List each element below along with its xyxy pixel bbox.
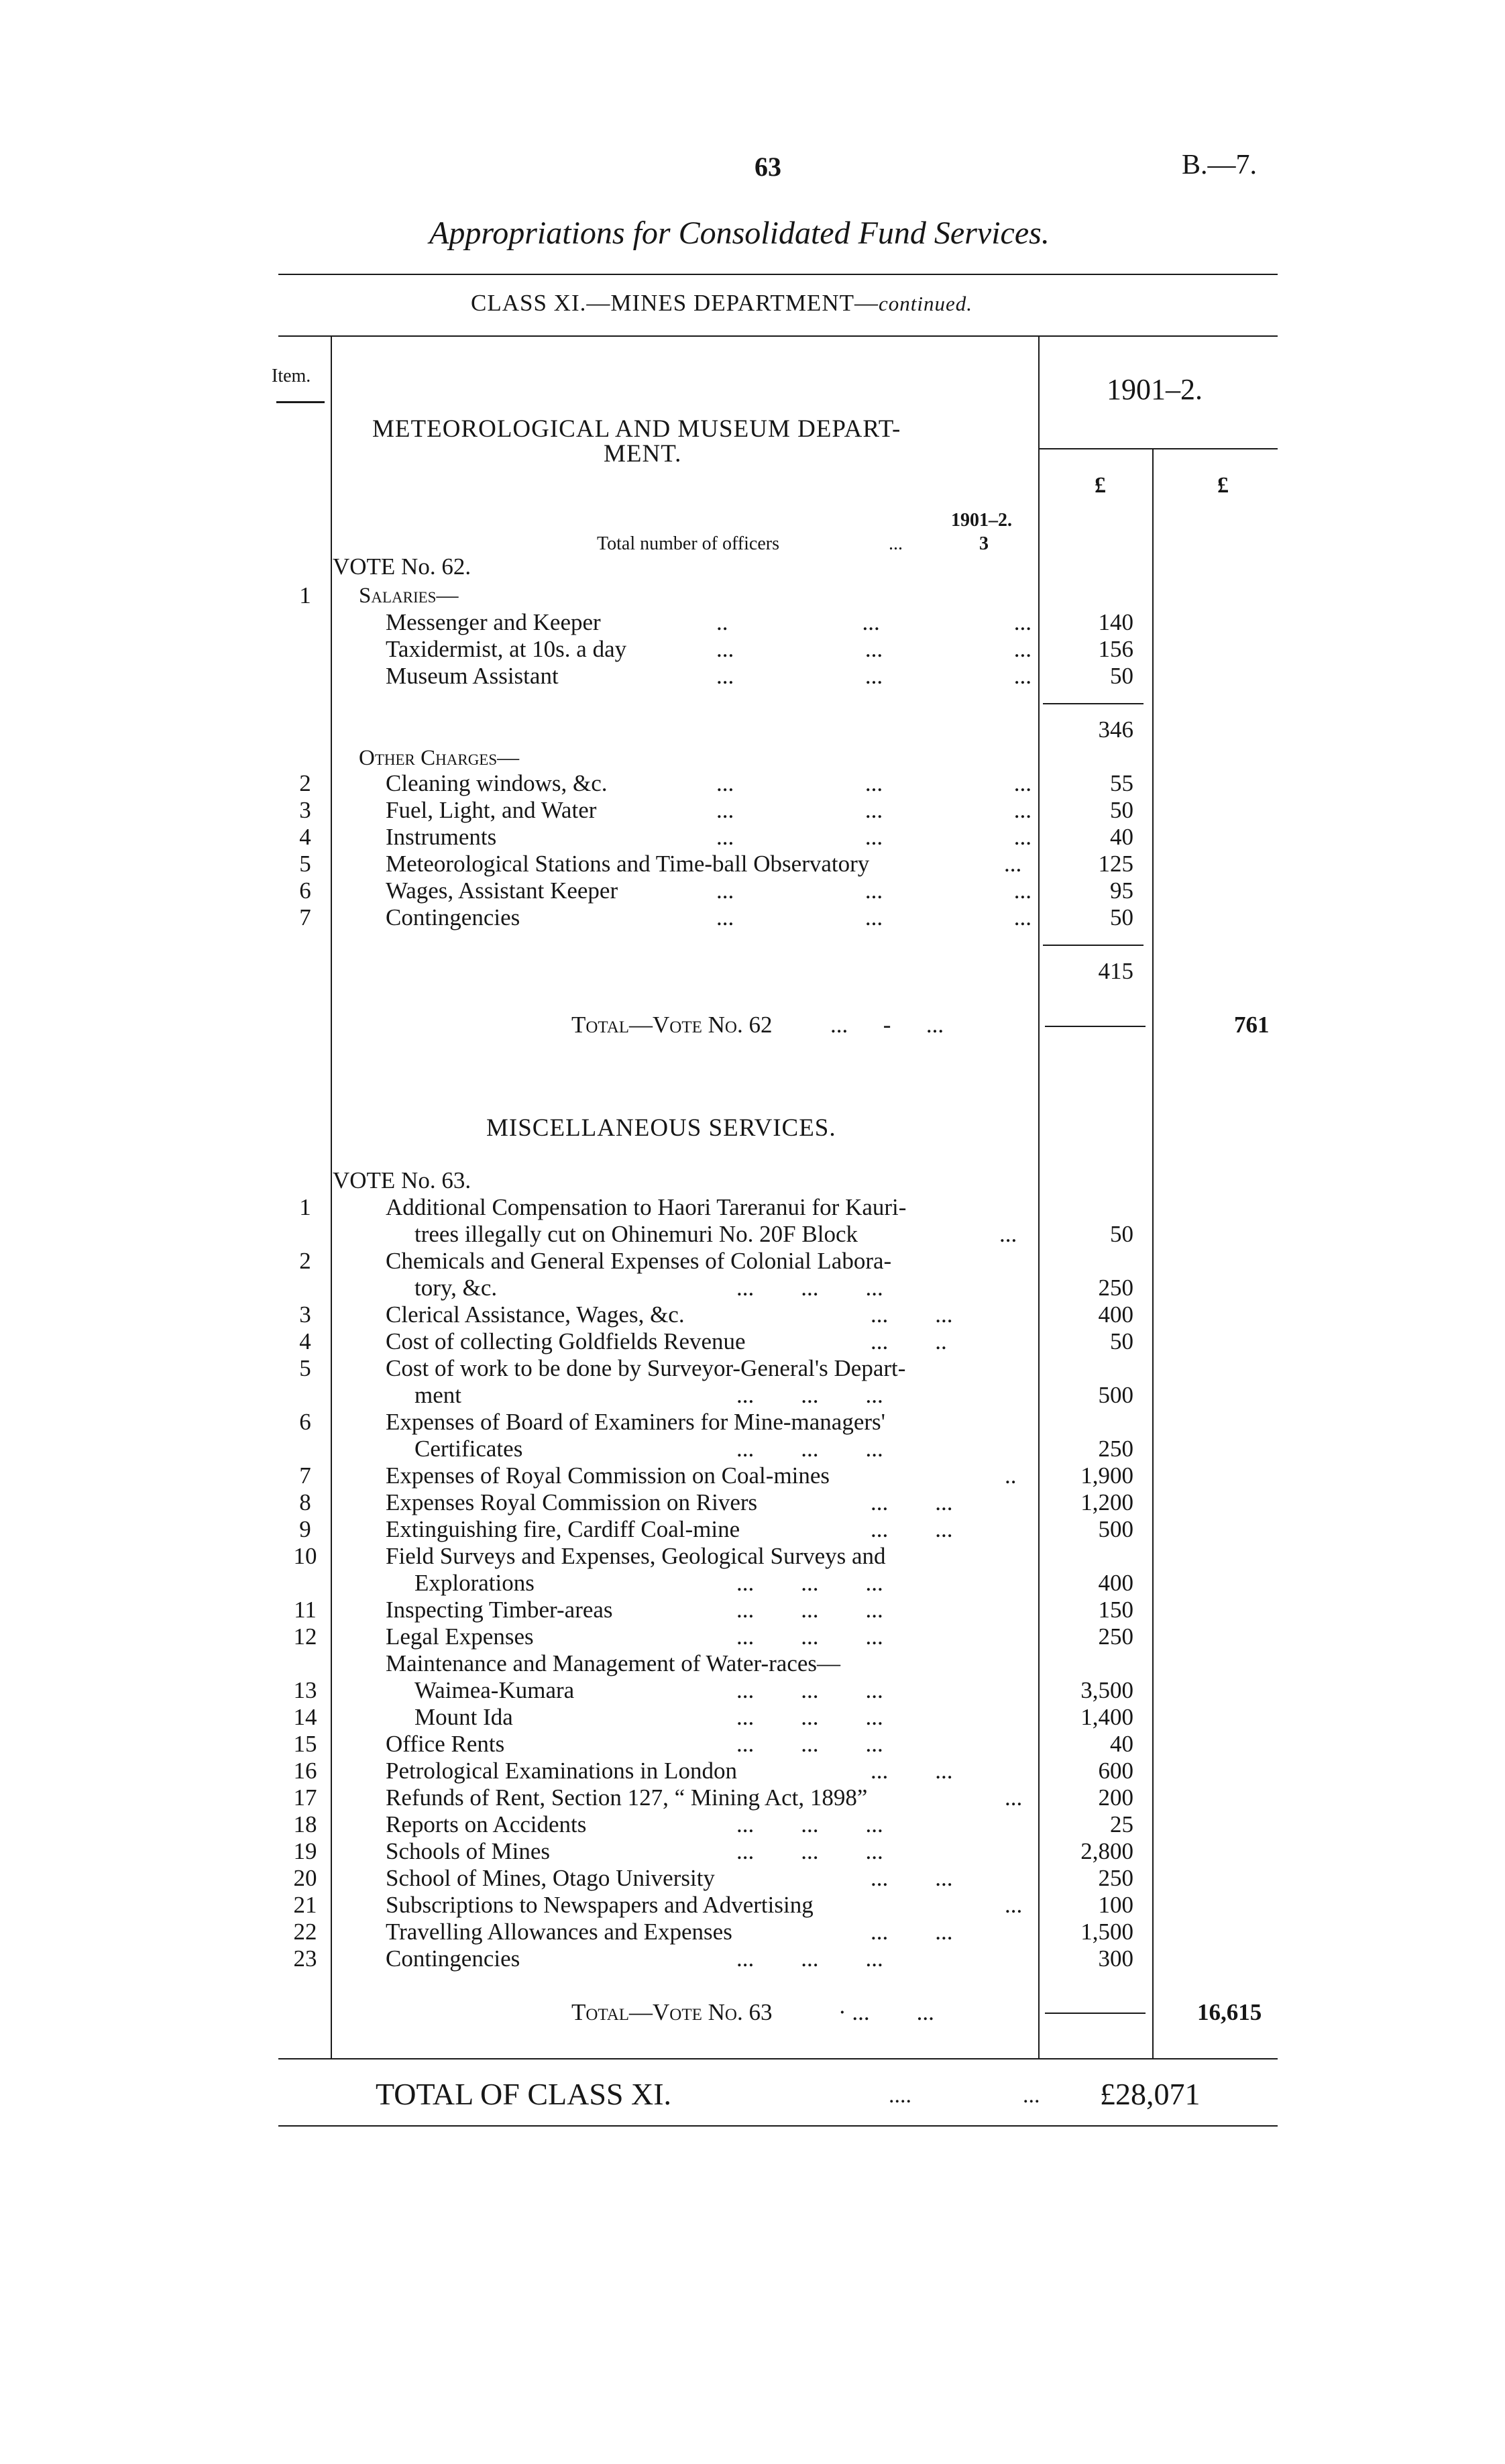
leader-dots: ...: [999, 1221, 1017, 1247]
other-charge-amount: 95: [1110, 877, 1133, 904]
salaries-subtotal-row: [0, 716, 1505, 743]
misc-item-amount: 600: [1098, 1758, 1133, 1784]
leader-dots: ... ... ...: [736, 1382, 883, 1408]
leader-dot: ...: [1013, 904, 1032, 930]
misc-item-label: Chemicals and General Expenses of Colonial Labora-: [386, 1248, 892, 1274]
item-number: 12: [293, 1623, 317, 1650]
misc-item-amount: 1,500: [1080, 1919, 1133, 1945]
misc-item-label: Expenses of Board of Examiners for Mine-managers': [386, 1409, 885, 1435]
salary-label: Messenger and Keeper: [386, 609, 601, 635]
other-charge-label: Fuel, Light, and Water: [386, 797, 597, 823]
vote-63-total-row: [0, 1999, 1505, 2026]
leader-dots: ...: [1005, 1784, 1023, 1811]
other-charge-row: [0, 904, 1505, 931]
leader-dots: ... ... ...: [736, 1731, 883, 1757]
misc-item-row: [0, 1409, 1505, 1436]
item-number: 7: [299, 904, 311, 930]
leader-dot: ...: [865, 824, 883, 850]
misc-item-row: [0, 1677, 1505, 1704]
vote-62-label: VOTE No. 62.: [333, 553, 471, 580]
leader-dots: [716, 663, 1032, 690]
misc-item-row: [0, 1543, 1505, 1570]
misc-item-label: Extinguishing fire, Cardiff Coal-mine: [386, 1516, 740, 1542]
section2-title: MISCELLANEOUS SERVICES.: [486, 1114, 836, 1142]
misc-item-amount: 100: [1098, 1892, 1133, 1918]
item-number: 21: [293, 1892, 317, 1918]
misc-item-amount: 400: [1098, 1570, 1133, 1596]
leader-dots: ... ...: [871, 1516, 953, 1542]
misc-item-row: [0, 1919, 1505, 1945]
misc-item-row: [0, 1758, 1505, 1784]
misc-item-row: [0, 1301, 1505, 1328]
item-number: 22: [293, 1919, 317, 1945]
misc-item-row-cont: [0, 1570, 1505, 1597]
item-number: 23: [293, 1945, 317, 1972]
leader-dots: ... ... ...: [736, 1838, 883, 1864]
misc-item-label-cont: tory, &c.: [414, 1275, 498, 1301]
other-charges-subtotal: 415: [1098, 958, 1133, 984]
leader-dots: ... ...: [871, 1865, 953, 1891]
misc-item-row-cont: [0, 1221, 1505, 1248]
leader-dots: ... ... ...: [736, 1811, 883, 1837]
misc-item-amount: 250: [1098, 1623, 1133, 1650]
misc-item-row: [0, 1489, 1505, 1516]
misc-item-label-cont: ment: [414, 1382, 461, 1408]
other-charge-label: Instruments: [386, 824, 497, 850]
subtotal-rule: [1043, 945, 1144, 946]
misc-item-label: Waimea-Kumara: [414, 1677, 575, 1703]
misc-item-row: [0, 1838, 1505, 1865]
other-charge-amount: 125: [1098, 851, 1133, 877]
leader-dots: ... ...: [871, 1919, 953, 1945]
item-number: 2: [299, 1248, 311, 1274]
misc-item-row: [0, 1731, 1505, 1758]
misc-item-label-cont: Certificates: [414, 1436, 523, 1462]
water-races-heading-row: [0, 1650, 1505, 1677]
item-number: 1: [299, 582, 311, 608]
leader-dot: ...: [1004, 851, 1022, 877]
leader-dot: ...: [716, 877, 734, 904]
misc-item-row: [0, 1462, 1505, 1489]
other-charge-row: [0, 877, 1505, 904]
misc-item-label: Schools of Mines: [386, 1838, 550, 1864]
page-title: Appropriations for Consolidated Fund Services.: [429, 215, 1050, 251]
item-number: 6: [299, 1409, 311, 1435]
misc-item-amount: 1,900: [1080, 1462, 1133, 1489]
leader-dot: ...: [716, 797, 734, 823]
misc-item-label: Travelling Allowances and Expenses: [386, 1919, 732, 1945]
year-column-header: 1901–2.: [1107, 373, 1203, 406]
misc-item-row: [0, 1328, 1505, 1355]
officers-label: Total number of officers: [597, 533, 779, 554]
other-charge-amount: 50: [1110, 797, 1133, 823]
column-header-rule: [278, 335, 1278, 337]
item-number: 5: [299, 1355, 311, 1381]
misc-item-label: Legal Expenses: [386, 1623, 534, 1650]
leader-dot: ...: [1013, 636, 1032, 662]
leader-dot: ...: [1013, 663, 1032, 689]
class-total-top-rule: [278, 2058, 1278, 2059]
item-number: 19: [293, 1838, 317, 1864]
class-total-row: [0, 2076, 1505, 2110]
class-total-dots-2: ...: [1023, 2083, 1040, 2108]
item-number: 18: [293, 1811, 317, 1837]
class-total-dots: ....: [889, 2083, 911, 2108]
other-charge-amount: 40: [1110, 824, 1133, 850]
misc-item-row-cont: [0, 1436, 1505, 1462]
salary-row: [0, 663, 1505, 690]
leader-dot: ...: [716, 636, 734, 662]
misc-item-row: [0, 1623, 1505, 1650]
class-total-bottom-rule: [278, 2125, 1278, 2127]
misc-item-label-cont: trees illegally cut on Ohinemuri No. 20F Block: [414, 1221, 858, 1247]
total-rule: [1045, 2013, 1146, 2014]
misc-item-amount: 50: [1110, 1221, 1133, 1247]
other-charge-label: Wages, Assistant Keeper: [386, 877, 618, 904]
misc-item-row: [0, 1355, 1505, 1382]
leader-dots: ... ... ...: [736, 1677, 883, 1703]
item-number: 10: [293, 1543, 317, 1569]
leader-dots: [716, 904, 1032, 931]
salaries-heading-row: [0, 582, 1505, 609]
misc-item-amount: 250: [1098, 1865, 1133, 1891]
vote-62-total-amount: 761: [1234, 1012, 1270, 1038]
misc-item-amount: 2,800: [1080, 1838, 1133, 1864]
other-charge-row: [0, 770, 1505, 797]
misc-item-label: Subscriptions to Newspapers and Advertising: [386, 1892, 814, 1918]
leader-dot: ...: [716, 904, 734, 930]
salary-amount: 50: [1110, 663, 1133, 689]
item-number: 16: [293, 1758, 317, 1784]
year-header-rule: [1040, 448, 1278, 449]
leader-dots: [716, 770, 1032, 797]
leader-dot: ...: [716, 663, 734, 689]
misc-item-label: Clerical Assistance, Wages, &c.: [386, 1301, 685, 1328]
misc-item-row: [0, 1516, 1505, 1543]
item-number: 3: [299, 1301, 311, 1328]
item-number: 13: [293, 1677, 317, 1703]
item-number: 5: [299, 851, 311, 877]
leader-dots: ... ...: [871, 1758, 953, 1784]
salary-label: Taxidermist, at 10s. a day: [386, 636, 627, 662]
item-number: 3: [299, 797, 311, 823]
item-number: 2: [299, 770, 311, 796]
item-number: 6: [299, 877, 311, 904]
vote-63-label: VOTE No. 63.: [333, 1167, 471, 1193]
leader-dots: ... ...: [871, 1489, 953, 1515]
item-header-underline: [276, 401, 325, 403]
pound-column-2: £: [1217, 473, 1229, 498]
pound-column-1: £: [1095, 473, 1106, 498]
subtotal-rule: [1043, 703, 1144, 704]
leader-dots: ...: [1005, 1892, 1023, 1918]
misc-item-label: Cost of work to be done by Surveyor-General's Depart-: [386, 1355, 906, 1381]
officers-count: 3: [979, 533, 989, 554]
misc-item-amount: 300: [1098, 1945, 1133, 1972]
salary-label: Museum Assistant: [386, 663, 559, 689]
leader-dots: ... ... ...: [736, 1597, 883, 1623]
class-heading-main: CLASS XI.—MINES DEPARTMENT—: [471, 290, 879, 316]
leader-dot: ...: [865, 663, 883, 689]
misc-item-row: [0, 1811, 1505, 1838]
misc-item-label: Contingencies: [386, 1945, 520, 1972]
document-code: B.—7.: [1182, 150, 1258, 180]
misc-item-amount: 400: [1098, 1301, 1133, 1328]
leader-dots: ... ... ...: [736, 1623, 883, 1650]
item-number: 15: [293, 1731, 317, 1757]
other-charge-label: Cleaning windows, &c.: [386, 770, 608, 796]
leader-dots: ... ... ...: [736, 1275, 883, 1301]
vote-62-total-label: Total—Vote No. 62: [571, 1012, 773, 1038]
misc-item-row: [0, 1945, 1505, 1972]
other-charge-row: [0, 824, 1505, 851]
salary-amount: 156: [1098, 636, 1133, 662]
item-number: 8: [299, 1489, 311, 1515]
item-number: 1: [299, 1194, 311, 1220]
misc-item-row: [0, 1784, 1505, 1811]
leader-dot: ..: [716, 609, 728, 635]
misc-item-amount: 25: [1110, 1811, 1133, 1837]
misc-item-row: [0, 1248, 1505, 1275]
leader-dots: [716, 824, 1032, 851]
vote-63-total-amount: 16,615: [1197, 1999, 1262, 2025]
class-total-amount: £28,071: [1100, 2077, 1201, 2111]
other-charge-row: [0, 797, 1505, 824]
leader-dot: ...: [862, 609, 880, 635]
misc-item-label-cont: Explorations: [414, 1570, 535, 1596]
leader-dots: [716, 636, 1032, 663]
leader-dots: ... ..: [871, 1328, 947, 1354]
misc-item-label: Refunds of Rent, Section 127, “ Mining Act, 1898”: [386, 1784, 868, 1811]
officers-dots: ...: [889, 533, 903, 554]
page-number: 63: [755, 152, 781, 182]
leader-dot: ...: [1013, 877, 1032, 904]
leader-dot: ...: [865, 770, 883, 796]
other-charge-label: Contingencies: [386, 904, 520, 930]
leader-dots: [716, 877, 1032, 904]
leader-dot: ...: [716, 824, 734, 850]
misc-item-amount: 500: [1098, 1382, 1133, 1408]
item-column-header: Item.: [272, 366, 311, 386]
misc-item-row: [0, 1194, 1505, 1221]
leader-dots: ... ... ...: [736, 1570, 883, 1596]
leader-dots: [716, 609, 1032, 636]
misc-item-amount: 40: [1110, 1731, 1133, 1757]
leader-dots: [716, 797, 1032, 824]
misc-item-amount: 250: [1098, 1436, 1133, 1462]
leader-dot: ...: [1013, 770, 1032, 796]
leader-dot: ...: [1013, 797, 1032, 823]
misc-item-label: Office Rents: [386, 1731, 505, 1757]
officers-year: 1901–2.: [951, 510, 1012, 531]
misc-item-amount: 250: [1098, 1275, 1133, 1301]
item-number: 20: [293, 1865, 317, 1891]
item-number: 4: [299, 824, 311, 850]
leader-dot: ...: [865, 636, 883, 662]
leader-dots: ... ...: [871, 1301, 953, 1328]
leader-dot: ...: [716, 770, 734, 796]
salary-amount: 140: [1098, 609, 1133, 635]
misc-item-label: Mount Ida: [414, 1704, 513, 1730]
leader-dots: ... ... ...: [736, 1945, 883, 1972]
item-number: 11: [294, 1597, 317, 1623]
vote-63-total-label: Total—Vote No. 63: [571, 1999, 773, 2025]
leader-dots: ... ... ...: [736, 1436, 883, 1462]
salary-row: [0, 636, 1505, 663]
vote-62-total-dots: ... - ...: [830, 1012, 944, 1038]
other-charges-heading: Other Charges—: [359, 746, 520, 770]
water-races-heading: Maintenance and Management of Water-races—: [386, 1650, 841, 1676]
class-heading: [471, 290, 972, 317]
leader-dots: ..: [1005, 1462, 1017, 1489]
misc-item-amount: 200: [1098, 1784, 1133, 1811]
item-number: 14: [293, 1704, 317, 1730]
leader-dot: ...: [865, 797, 883, 823]
misc-item-row: [0, 1597, 1505, 1623]
leader-dot: ...: [865, 877, 883, 904]
leader-dot: ...: [1013, 824, 1032, 850]
class-heading-continued: continued.: [878, 292, 972, 315]
vote-62-total-row: [0, 1012, 1505, 1038]
misc-item-amount: 150: [1098, 1597, 1133, 1623]
leader-dot: ...: [865, 904, 883, 930]
misc-item-label: Expenses Royal Commission on Rivers: [386, 1489, 758, 1515]
salary-row: [0, 609, 1505, 636]
misc-item-amount: 500: [1098, 1516, 1133, 1542]
other-charge-row: [0, 851, 1505, 877]
leader-dots: ... ... ...: [736, 1704, 883, 1730]
section1-title-line2: MENT.: [604, 440, 682, 468]
other-charge-amount: 50: [1110, 904, 1133, 930]
title-rule: [278, 274, 1278, 275]
misc-item-row-cont: [0, 1275, 1505, 1301]
salaries-subtotal: 346: [1098, 716, 1133, 743]
vote-63-total-dots: · ... ...: [838, 1999, 934, 2025]
misc-item-row: [0, 1865, 1505, 1892]
class-total-label: TOTAL OF CLASS XI.: [376, 2077, 672, 2111]
misc-item-label: School of Mines, Otago University: [386, 1865, 715, 1891]
misc-item-amount: 1,400: [1080, 1704, 1133, 1730]
misc-item-label: Field Surveys and Expenses, Geological Surveys and: [386, 1543, 886, 1569]
misc-item-label: Expenses of Royal Commission on Coal-mines: [386, 1462, 830, 1489]
item-number: 17: [293, 1784, 317, 1811]
section1-title-line1: METEOROLOGICAL AND MUSEUM DEPART-: [372, 415, 901, 443]
misc-item-amount: 1,200: [1080, 1489, 1133, 1515]
other-charge-label: Meteorological Stations and Time-ball Observatory: [386, 851, 870, 877]
misc-item-label: Reports on Accidents: [386, 1811, 587, 1837]
other-subtotal-row: [0, 958, 1505, 985]
misc-item-label: Inspecting Timber-areas: [386, 1597, 613, 1623]
other-heading-row: [0, 745, 1505, 771]
item-number: 7: [299, 1462, 311, 1489]
misc-item-amount: 3,500: [1080, 1677, 1133, 1703]
salaries-heading: Salaries—: [359, 584, 459, 608]
misc-item-label: Additional Compensation to Haori Tareranui for Kauri-: [386, 1194, 907, 1220]
misc-item-row-cont: [0, 1382, 1505, 1409]
misc-item-row: [0, 1892, 1505, 1919]
item-number: 9: [299, 1516, 311, 1542]
leader-dot: ...: [1013, 609, 1032, 635]
misc-item-label: Cost of collecting Goldfields Revenue: [386, 1328, 746, 1354]
misc-item-amount: 50: [1110, 1328, 1133, 1354]
total-rule: [1045, 1026, 1146, 1027]
item-number: 4: [299, 1328, 311, 1354]
misc-item-row: [0, 1704, 1505, 1731]
other-charge-amount: 55: [1110, 770, 1133, 796]
misc-item-label: Petrological Examinations in London: [386, 1758, 737, 1784]
